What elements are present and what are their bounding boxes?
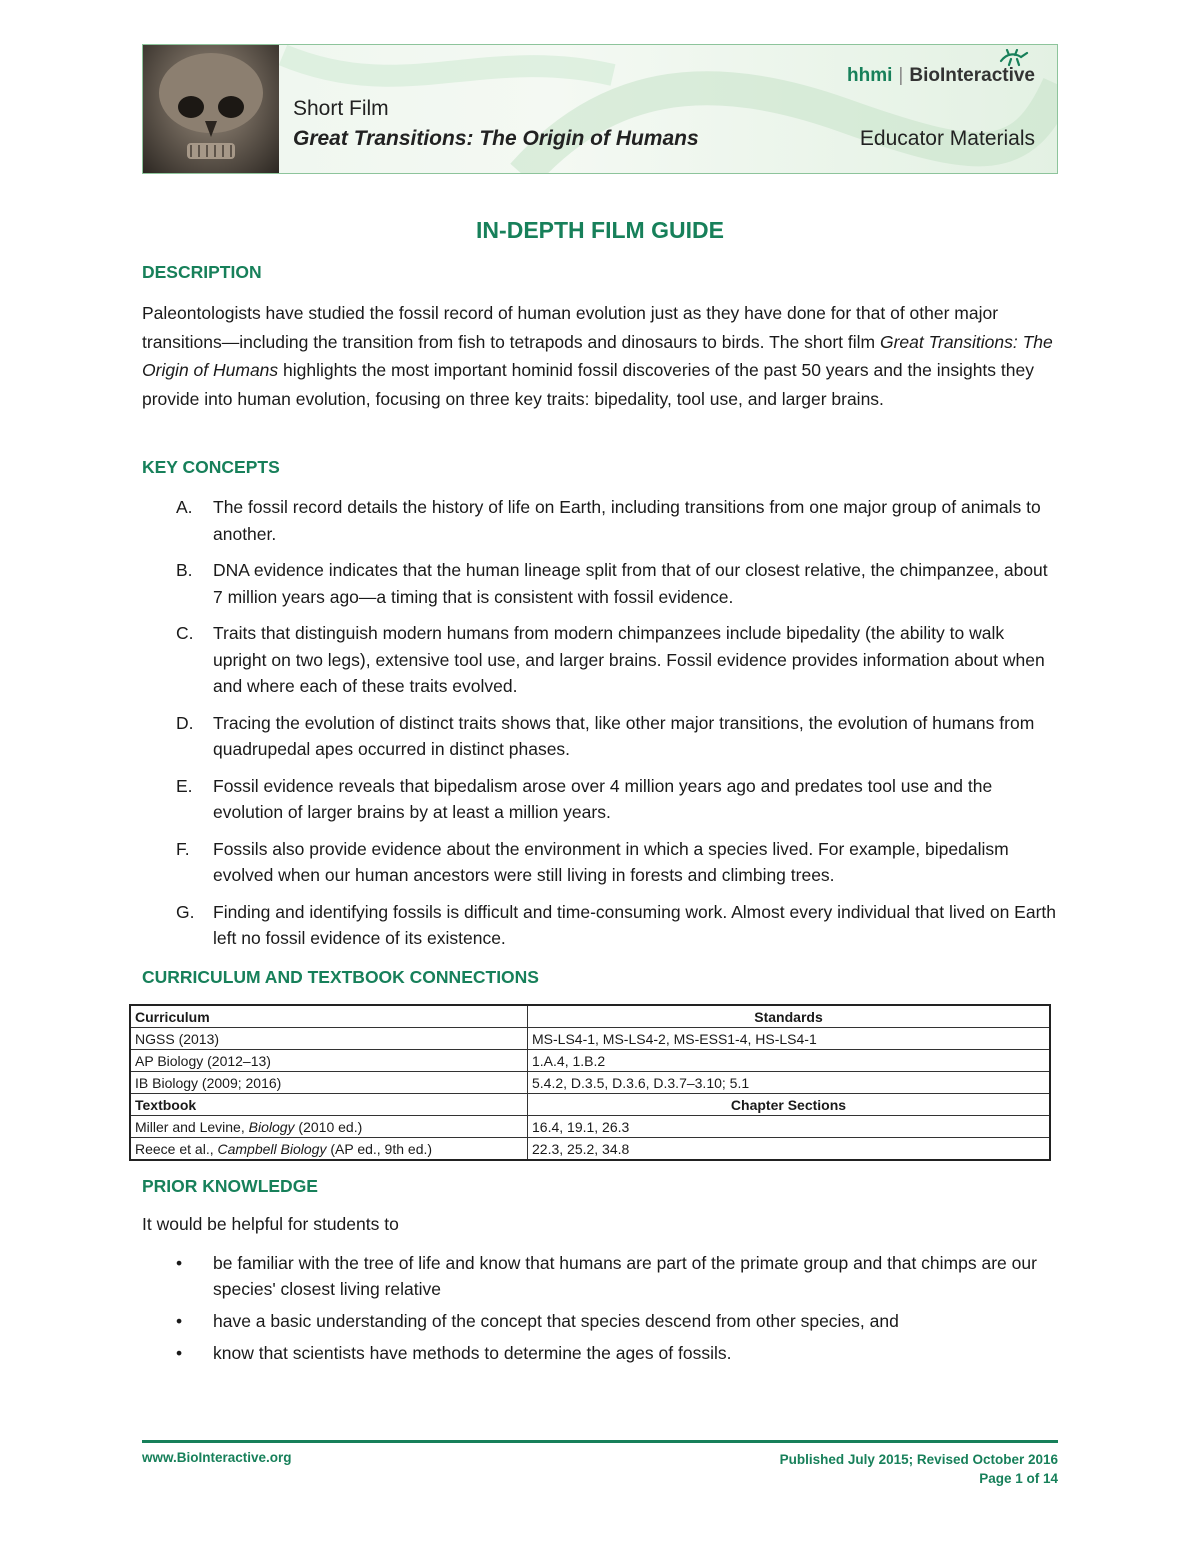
key-concepts-list xyxy=(142,494,1062,962)
concept-text: Tracing the evolution of distinct traits shows that, like other major transitions, the evolution of humans from quadrupedal apes occurred in distinct phases. xyxy=(213,712,1035,759)
description-text-2: highlights the most important hominid fossil discoveries of the past 50 years and the insights they provide into human evolution, focusing on three key traits: bipedality, tool use, and larger brains. xyxy=(142,360,1034,409)
list-item xyxy=(142,1308,1062,1334)
footer-site-link[interactable]: www.BioInteractive.org xyxy=(142,1450,292,1465)
concept-item xyxy=(142,710,1062,763)
brand-logo xyxy=(847,65,1035,87)
column-header: Chapter Sections xyxy=(528,1094,1051,1116)
list-item-text: have a basic understanding of the concept that species descend from other species, and xyxy=(213,1311,899,1331)
table-cell: 1.A.4, 1.B.2 xyxy=(528,1050,1051,1072)
publication-date: Published July 2015; Revised October 2016 xyxy=(779,1452,1058,1467)
table-header-row xyxy=(130,1005,1050,1028)
footer-meta xyxy=(780,1450,1058,1488)
page-title: IN-DEPTH FILM GUIDE xyxy=(476,217,724,243)
textbook-title: Campbell Biology xyxy=(217,1140,327,1157)
concept-text: Traits that distinguish modern humans from modern chimpanzees include bipedality (the ability to walk upright on two legs), extensive tool use, and larger brains. Fossil evidence provides information about when and where each of these traits evolved. xyxy=(213,623,1045,696)
curriculum-heading: CURRICULUM AND TEXTBOOK CONNECTIONS xyxy=(142,967,539,987)
column-header: Curriculum xyxy=(130,1005,528,1028)
concept-letter: D. xyxy=(176,712,194,733)
table-row xyxy=(130,1072,1050,1094)
textbook-edition: (2010 ed.) xyxy=(294,1118,363,1135)
film-title: Great Transitions: The Origin of Humans xyxy=(293,127,699,150)
prior-knowledge-heading: PRIOR KNOWLEDGE xyxy=(142,1176,318,1196)
table-cell: NGSS (2013) xyxy=(130,1028,528,1050)
educator-materials-label: Educator Materials xyxy=(859,127,1035,150)
prior-knowledge-list xyxy=(142,1250,1062,1372)
textbook-author: Reece et al., xyxy=(135,1140,218,1157)
description-text-1: Paleontologists have studied the fossil record of human evolution just as they have done for that of other major transitions—including the transition from fish to tetrapods and dinosaurs to birds. The short film xyxy=(142,303,999,352)
concept-text: DNA evidence indicates that the human lineage split from that of our closest relative, the chimpanzee, about 7 million years ago—a timing that is consistent with fossil evidence. xyxy=(213,560,1048,607)
concept-item xyxy=(142,899,1062,952)
table-header-row xyxy=(130,1094,1050,1116)
table-row xyxy=(130,1050,1050,1072)
concept-letter: E. xyxy=(176,775,193,796)
table-cell: AP Biology (2012–13) xyxy=(130,1050,528,1072)
table-cell xyxy=(130,1138,528,1161)
skull-photo xyxy=(143,45,279,173)
column-header: Standards xyxy=(528,1005,1051,1028)
list-item-text: know that scientists have methods to determine the ages of fossils. xyxy=(213,1343,732,1363)
page-number: Page 1 of 14 xyxy=(979,1471,1058,1486)
table-cell: 22.3, 25.2, 34.8 xyxy=(528,1138,1051,1161)
bullet-icon: • xyxy=(176,1253,183,1273)
brand-name: BioInteractive xyxy=(909,65,1035,86)
brand-hhmi: hhmi xyxy=(847,65,893,86)
concept-text: Fossil evidence reveals that bipedalism arose over 4 million years ago and predates tool use and the evolution of larger brains by at least a million years. xyxy=(213,775,993,822)
key-concepts-heading: KEY CONCEPTS xyxy=(142,457,280,477)
table-cell: 16.4, 19.1, 26.3 xyxy=(528,1116,1051,1138)
table-row xyxy=(130,1116,1050,1138)
description-heading: DESCRIPTION xyxy=(142,262,262,282)
concept-letter: C. xyxy=(176,623,194,643)
film-type: Short Film xyxy=(293,97,389,120)
list-item xyxy=(142,1250,1062,1302)
description-film-title: Great Transitions: The Origin of Humans xyxy=(142,331,1053,380)
prior-knowledge-intro: It would be helpful for students to xyxy=(142,1214,399,1234)
textbook-author: Miller and Levine, xyxy=(135,1118,249,1135)
concept-item xyxy=(142,773,1062,826)
concept-item xyxy=(142,836,1062,889)
table-cell xyxy=(130,1116,528,1138)
brand-separator: | xyxy=(898,65,904,86)
description-paragraph xyxy=(142,299,1062,413)
table-row xyxy=(130,1028,1050,1050)
header-banner xyxy=(142,44,1058,174)
table-cell: MS-LS4-1, MS-LS4-2, MS-ESS1-4, HS-LS4-1 xyxy=(528,1028,1051,1050)
concept-letter: A. xyxy=(176,497,193,517)
column-header: Textbook xyxy=(130,1094,528,1116)
table-cell: IB Biology (2009; 2016) xyxy=(130,1072,528,1094)
list-item xyxy=(142,1340,1062,1366)
concept-text: The fossil record details the history of life on Earth, including transitions from one major group of animals to another. xyxy=(213,497,1041,544)
concept-item xyxy=(142,620,1062,700)
concept-letter: F. xyxy=(176,838,190,859)
list-item-text: be familiar with the tree of life and know that humans are part of the primate group and that chimps are our species' closest living relative xyxy=(213,1253,1037,1299)
concept-letter: G. xyxy=(176,901,195,922)
table-cell: 5.4.2, D.3.5, D.3.6, D.3.7–3.10; 5.1 xyxy=(528,1072,1051,1094)
textbook-edition: (AP ed., 9th ed.) xyxy=(326,1140,433,1157)
table-row xyxy=(130,1138,1050,1161)
footer-divider xyxy=(142,1440,1058,1443)
concept-item xyxy=(142,494,1062,547)
concept-text: Finding and identifying fossils is difficult and time-consuming work. Almost every individual that lived on Earth left no fossil evidence of its existence. xyxy=(213,901,1057,948)
concept-letter: B. xyxy=(176,560,193,580)
curriculum-table xyxy=(129,1004,1051,1161)
bullet-icon: • xyxy=(176,1311,183,1331)
concept-item xyxy=(142,557,1062,610)
concept-text: Fossils also provide evidence about the environment in which a species lived. For example, bipedalism evolved when our human ancestors were still living in forests and climbing trees. xyxy=(213,838,1009,885)
bullet-icon: • xyxy=(176,1343,183,1363)
textbook-title: Biology xyxy=(248,1118,295,1135)
